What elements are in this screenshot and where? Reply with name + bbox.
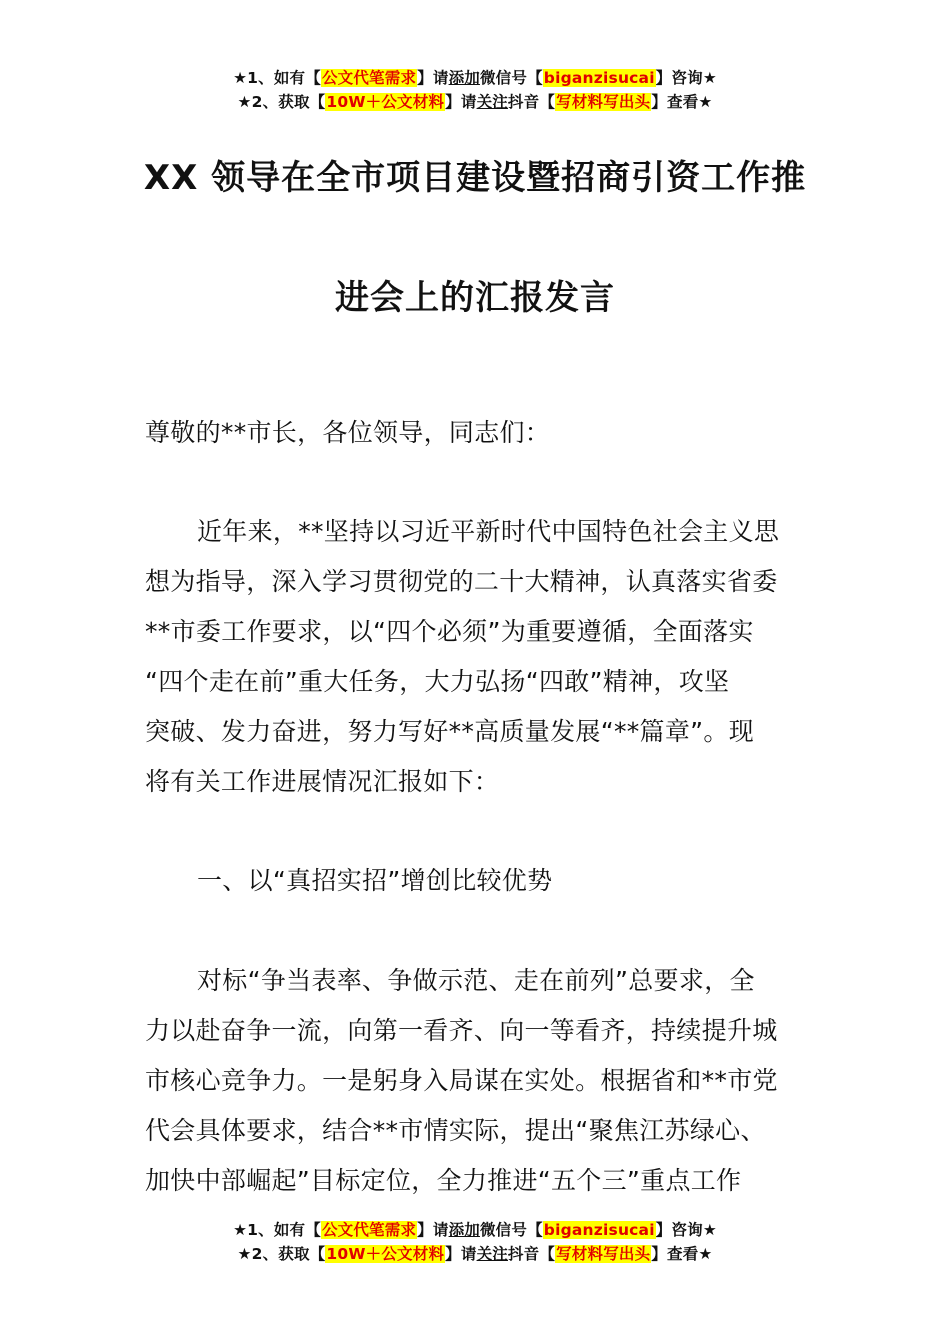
- paragraph-line: 对标“争当表率、争做示范、走在前列”总要求，全: [197, 966, 755, 995]
- bottom-banner: [0, 1218, 950, 1266]
- paragraph-line: **市委工作要求，以“四个必须”为重要遵循，全面落实: [145, 617, 754, 646]
- banner-text: 】查看★: [651, 93, 713, 111]
- banner-line-2: [0, 90, 950, 114]
- paragraph-line: 突破、发力奋进，努力写好**高质量发展“**篇章”。现: [145, 717, 755, 746]
- banner-text: 】咨询★: [655, 1221, 717, 1239]
- banner-text: 】请: [417, 69, 449, 87]
- banner-text: 】请: [445, 93, 477, 111]
- banner-highlight: 10W＋公文材料: [326, 1245, 445, 1263]
- banner-text: 微信号【: [479, 69, 543, 87]
- banner-highlight: 公文代笔需求: [321, 1221, 417, 1239]
- banner-highlight: 写材料写出头: [556, 1245, 651, 1263]
- paragraph-line: 力以赴奋争一流，向第一看齐、向一等看齐，持续提升城: [145, 1016, 778, 1045]
- banner-highlight: biganzisucai: [543, 1221, 655, 1239]
- paragraph-1: [145, 507, 810, 807]
- banner-highlight: 公文代笔需求: [321, 69, 417, 87]
- banner-underline: 添加: [448, 69, 480, 87]
- banner-underline: 关注: [476, 93, 508, 111]
- paragraph-line: 近年来，**坚持以习近平新时代中国特色社会主义思: [197, 517, 780, 546]
- paragraph-line: 将有关工作进展情况汇报如下：: [145, 767, 500, 796]
- banner-text: ★1、如有【: [233, 69, 321, 87]
- banner-text: 抖音【: [507, 93, 556, 111]
- banner-highlight: biganzisucai: [543, 69, 655, 87]
- banner-text: ★2、获取【: [237, 1245, 326, 1263]
- paragraph-line: 市核心竞争力。一是躬身入局谋在实处。根据省和**市党: [145, 1066, 778, 1095]
- banner-underline: 关注: [476, 1245, 508, 1263]
- banner-text: 微信号【: [479, 1221, 543, 1239]
- salutation: 尊敬的**市长，各位领导，同志们：: [145, 418, 551, 447]
- paragraph-2: [145, 956, 810, 1206]
- banner-text: ★1、如有【: [233, 1221, 321, 1239]
- banner-line-1: [0, 1218, 950, 1242]
- paragraph-line: 代会具体要求，结合**市情实际，提出“聚焦江苏绿心、: [145, 1116, 766, 1145]
- section-heading-1: 一、以“真招实招”增创比较优势: [197, 866, 553, 895]
- banner-text: 】咨询★: [655, 69, 717, 87]
- banner-text: 】请: [417, 1221, 449, 1239]
- banner-text: 】请: [445, 1245, 477, 1263]
- banner-text: 抖音【: [507, 1245, 556, 1263]
- banner-highlight: 10W＋公文材料: [326, 93, 445, 111]
- banner-text: 】查看★: [651, 1245, 713, 1263]
- top-banner: [0, 66, 950, 114]
- document-title-line-2: 进会上的汇报发言: [335, 278, 615, 318]
- banner-line-1: [0, 66, 950, 90]
- paragraph-line: “四个走在前”重大任务，大力弘扬“四敢”精神，攻坚: [145, 667, 730, 696]
- document-title-line-1: XX 领导在全市项目建设暨招商引资工作推: [143, 158, 807, 198]
- paragraph-line: 加快中部崛起”目标定位，全力推进“五个三”重点工作: [145, 1166, 742, 1195]
- paragraph-line: 想为指导，深入学习贯彻党的二十大精神，认真落实省委: [145, 567, 778, 596]
- banner-line-2: [0, 1242, 950, 1266]
- banner-underline: 添加: [448, 1221, 480, 1239]
- banner-highlight: 写材料写出头: [556, 93, 651, 111]
- banner-text: ★2、获取【: [237, 93, 326, 111]
